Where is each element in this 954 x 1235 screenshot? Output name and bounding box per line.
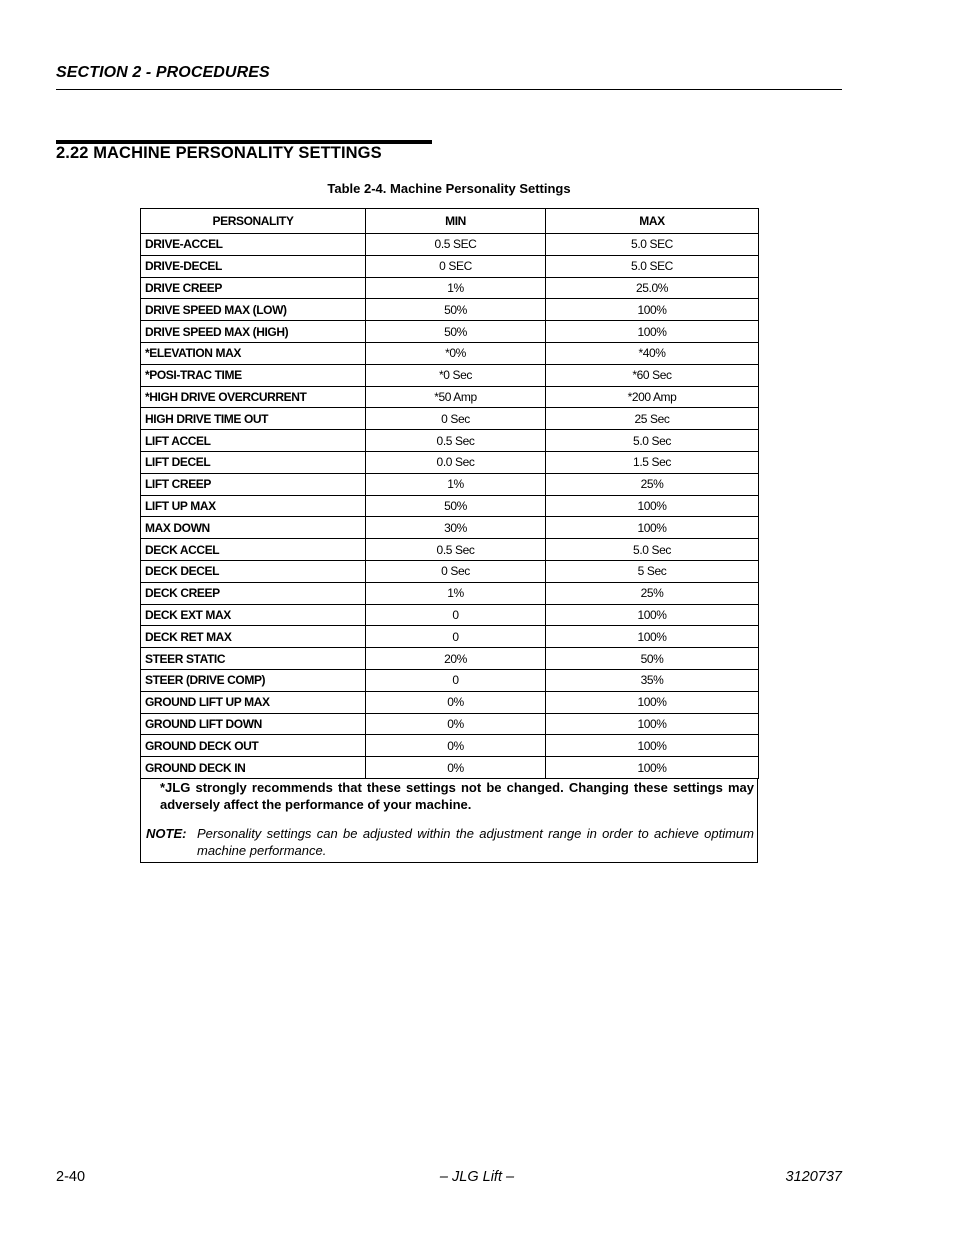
table-row <box>141 473 759 495</box>
setting-min: 50% <box>366 495 546 517</box>
table-row <box>141 517 759 539</box>
setting-max: 100% <box>546 604 759 626</box>
table-row <box>141 495 759 517</box>
setting-max: 50% <box>546 648 759 670</box>
setting-min: 0.5 SEC <box>366 234 546 256</box>
setting-max: *60 Sec <box>546 364 759 386</box>
setting-name: *HIGH DRIVE OVERCURRENT <box>141 386 366 408</box>
setting-name: DECK EXT MAX <box>141 604 366 626</box>
setting-max: 1.5 Sec <box>546 451 759 473</box>
setting-min: 0% <box>366 757 546 779</box>
setting-min: 50% <box>366 299 546 321</box>
setting-max: 100% <box>546 757 759 779</box>
setting-name: LIFT UP MAX <box>141 495 366 517</box>
table-row <box>141 299 759 321</box>
table-row <box>141 626 759 648</box>
setting-max: 25% <box>546 473 759 495</box>
setting-max: 100% <box>546 626 759 648</box>
setting-max: 100% <box>546 495 759 517</box>
setting-min: *0% <box>366 342 546 364</box>
setting-min: 0% <box>366 713 546 735</box>
setting-name: DRIVE SPEED MAX (LOW) <box>141 299 366 321</box>
table-row <box>141 321 759 343</box>
setting-max: 25% <box>546 582 759 604</box>
setting-name: HIGH DRIVE TIME OUT <box>141 408 366 430</box>
setting-name: LIFT ACCEL <box>141 430 366 452</box>
setting-min: 0.5 Sec <box>366 430 546 452</box>
table-row <box>141 451 759 473</box>
table-row <box>141 669 759 691</box>
setting-min: 0.0 Sec <box>366 451 546 473</box>
setting-name: MAX DOWN <box>141 517 366 539</box>
setting-max: *40% <box>546 342 759 364</box>
setting-name: DECK DECEL <box>141 560 366 582</box>
table-row <box>141 255 759 277</box>
setting-min: *50 Amp <box>366 386 546 408</box>
table-row <box>141 386 759 408</box>
setting-min: 1% <box>366 582 546 604</box>
column-header-max: MAX <box>546 209 759 234</box>
note-label: NOTE: <box>146 826 187 841</box>
setting-min: 0 <box>366 604 546 626</box>
setting-max: 100% <box>546 517 759 539</box>
setting-name: GROUND DECK IN <box>141 757 366 779</box>
setting-max: 100% <box>546 735 759 757</box>
setting-min: *0 Sec <box>366 364 546 386</box>
table-row <box>141 408 759 430</box>
setting-min: 1% <box>366 473 546 495</box>
setting-name: DRIVE-ACCEL <box>141 234 366 256</box>
table-row <box>141 364 759 386</box>
setting-min: 0 <box>366 626 546 648</box>
setting-max: 100% <box>546 691 759 713</box>
column-header-personality: PERSONALITY <box>141 209 366 234</box>
table-row <box>141 234 759 256</box>
setting-name: DECK RET MAX <box>141 626 366 648</box>
table-row <box>141 430 759 452</box>
setting-name: STEER STATIC <box>141 648 366 670</box>
setting-name: LIFT CREEP <box>141 473 366 495</box>
setting-name: LIFT DECEL <box>141 451 366 473</box>
setting-max: *200 Amp <box>546 386 759 408</box>
table-row <box>141 560 759 582</box>
header-divider <box>56 89 842 90</box>
table-row <box>141 735 759 757</box>
setting-name: GROUND DECK OUT <box>141 735 366 757</box>
setting-max: 5.0 SEC <box>546 255 759 277</box>
table-caption: Table 2-4. Machine Personality Settings <box>327 181 571 196</box>
setting-max: 25 Sec <box>546 408 759 430</box>
setting-max: 100% <box>546 299 759 321</box>
setting-min: 30% <box>366 517 546 539</box>
settings-warning: *JLG strongly recommends that these settings not be changed. Changing these settings may adversely affect the performance of your machine. <box>160 780 754 812</box>
setting-max: 35% <box>546 669 759 691</box>
footer-brand: – JLG Lift – <box>439 1169 515 1185</box>
setting-min: 0 Sec <box>366 560 546 582</box>
setting-max: 5 Sec <box>546 560 759 582</box>
table-row <box>141 648 759 670</box>
footer-doc-number: 3120737 <box>785 1169 842 1185</box>
table-row <box>141 277 759 299</box>
setting-name: DECK ACCEL <box>141 539 366 561</box>
table-notes <box>140 779 758 863</box>
setting-min: 0 Sec <box>366 408 546 430</box>
setting-min: 0.5 Sec <box>366 539 546 561</box>
table-body <box>141 234 759 779</box>
setting-min: 0% <box>366 735 546 757</box>
note-text: Personality settings can be adjusted within the adjustment range in order to achieve optimum machine performance. <box>197 826 754 858</box>
table-row <box>141 604 759 626</box>
setting-min: 50% <box>366 321 546 343</box>
table-header-row <box>141 209 759 234</box>
setting-max: 5.0 SEC <box>546 234 759 256</box>
setting-name: GROUND LIFT DOWN <box>141 713 366 735</box>
setting-max: 5.0 Sec <box>546 430 759 452</box>
table-row <box>141 342 759 364</box>
setting-name: *POSI-TRAC TIME <box>141 364 366 386</box>
column-header-min: MIN <box>366 209 546 234</box>
setting-min: 20% <box>366 648 546 670</box>
footer-page-number: 2-40 <box>56 1169 86 1185</box>
section-header-title: SECTION 2 - PROCEDURES <box>56 64 270 81</box>
setting-max: 5.0 Sec <box>546 539 759 561</box>
table-row <box>141 691 759 713</box>
setting-min: 0% <box>366 691 546 713</box>
setting-max: 100% <box>546 321 759 343</box>
table-row <box>141 582 759 604</box>
setting-min: 1% <box>366 277 546 299</box>
table-row <box>141 757 759 779</box>
table-row <box>141 713 759 735</box>
personality-settings-table <box>140 208 759 779</box>
setting-max: 25.0% <box>546 277 759 299</box>
section-heading: 2.22 MACHINE PERSONALITY SETTINGS <box>56 144 382 162</box>
setting-max: 100% <box>546 713 759 735</box>
setting-min: 0 <box>366 669 546 691</box>
setting-min: 0 SEC <box>366 255 546 277</box>
setting-name: *ELEVATION MAX <box>141 342 366 364</box>
table-row <box>141 539 759 561</box>
setting-name: DRIVE-DECEL <box>141 255 366 277</box>
setting-name: DRIVE CREEP <box>141 277 366 299</box>
setting-name: DRIVE SPEED MAX (HIGH) <box>141 321 366 343</box>
setting-name: DECK CREEP <box>141 582 366 604</box>
setting-name: GROUND LIFT UP MAX <box>141 691 366 713</box>
setting-name: STEER (DRIVE COMP) <box>141 669 366 691</box>
